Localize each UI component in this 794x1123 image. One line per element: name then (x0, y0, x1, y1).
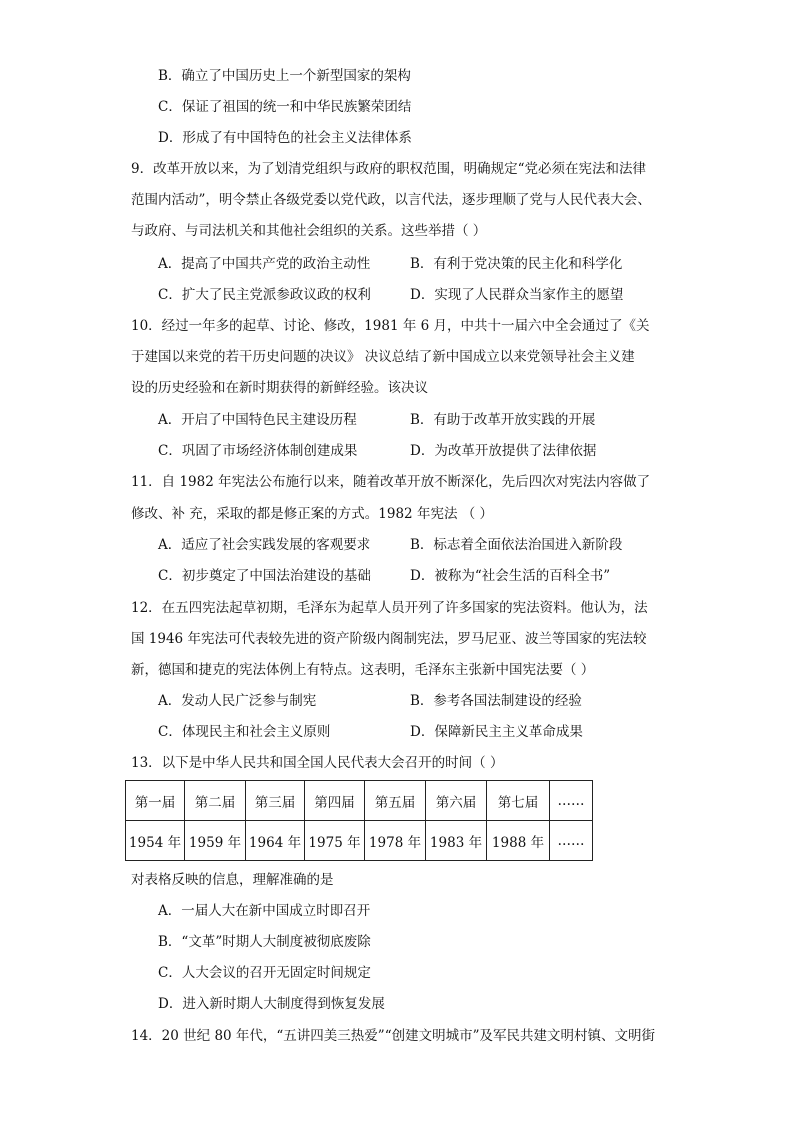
q12-option-a: A．发动人民广泛参与制宪 (158, 693, 317, 709)
q13-stem: 13．以下是中华人民共和国全国人民代表大会召开的时间（ ） (131, 755, 504, 771)
q13-option-c: C．人大会议的召开无固定时间规定 (158, 965, 371, 981)
q8-option-b: B．确立了中国历史上一个新型国家的架构 (158, 68, 411, 84)
q13-option-d: D．进入新时期人大制度得到恢复发展 (158, 996, 385, 1012)
table-cell: 1959 年 (185, 821, 246, 861)
q9-option-d: D．实现了人民群众当家作主的愿望 (410, 287, 624, 303)
q9-option-a: A．提高了中国共产党的政治主动性 (158, 256, 371, 272)
q11-option-a: A．适应了社会实践发展的客观要求 (158, 537, 371, 553)
table-cell: 第五届 (365, 781, 426, 821)
table-cell: 1964 年 (246, 821, 305, 861)
q11-option-c: C．初步奠定了中国法治建设的基础 (158, 568, 371, 584)
table-cell: 第七届 (487, 781, 550, 821)
table-cell: 1983 年 (426, 821, 487, 861)
table-cell: 第三届 (246, 781, 305, 821)
table-cell: …… (550, 781, 593, 821)
q8-option-d: D．形成了有中国特色的社会主义法律体系 (158, 130, 412, 146)
q12-option-b: B．参考各国法制建设的经验 (410, 693, 582, 709)
q10-stem-line-3: 设的历史经验和在新时期获得的新鲜经验。该决议 (131, 380, 428, 396)
q10-option-a: A．开启了中国特色民主建设历程 (158, 412, 357, 428)
table-cell: 1975 年 (305, 821, 365, 861)
q11-stem-line-2: 修改、补 充，采取的都是修正案的方式。1982 年宪法 （ ） (131, 506, 494, 522)
q10-option-c: C．巩固了市场经济体制创建成果 (158, 443, 358, 459)
q10-stem-line-2: 于建国以来党的若干历史问题的决议》 决议总结了新中国成立以来党领导社会主义建 (131, 349, 635, 365)
table-cell: 第六届 (426, 781, 487, 821)
q10-stem-line-1: 10．经过一年多的起草、讨论、修改，1981 年 6 月，中共十一届六中全会通过了《关 (131, 318, 650, 334)
q9-stem-line-2: 范围内活动”，明令禁止各级党委以党代政，以言代法，逐步理顺了党与人民代表大会、 (131, 192, 651, 208)
q10-option-b: B．有助于改革开放实践的开展 (410, 412, 596, 428)
q12-stem-line-1: 12．在五四宪法起草初期，毛泽东为起草人员开列了许多国家的宪法资料。他认为，法 (131, 600, 648, 616)
q12-stem-line-3: 新，德国和捷克的宪法体例上有特点。这表明，毛泽东主张新中国宪法要（ ） (131, 662, 595, 678)
table-cell: …… (550, 821, 593, 861)
table-row-sessions (126, 781, 593, 821)
q13-option-a: A．一届人大在新中国成立时即召开 (158, 903, 371, 919)
q12-stem-line-2: 国 1946 年宪法可代表较先进的资产阶级内阁制宪法，罗马尼亚、波兰等国家的宪法较 (131, 631, 647, 647)
q12-option-d: D．保障新民主主义革命成果 (410, 724, 583, 740)
q14-stem-line-1: 14．20 世纪 80 年代，“五讲四美三热爱”“创建文明城市”及军民共建文明村镇、文明街 (131, 1028, 656, 1044)
table-cell: 1954 年 (126, 821, 185, 861)
q11-stem-line-1: 11．自 1982 年宪法公布施行以来，随着改革开放不断深化，先后四次对宪法内容做了 (131, 474, 651, 490)
q13-option-b: B．“文革”时期人大制度被彻底废除 (158, 934, 371, 950)
table-cell: 第二届 (185, 781, 246, 821)
table-cell: 1988 年 (487, 821, 550, 861)
q11-option-b: B．标志着全面依法治国进入新阶段 (410, 537, 623, 553)
q9-stem-line-1: 9．改革开放以来，为了划清党组织与政府的职权范围，明确规定“党必须在宪法和法律 (131, 161, 646, 177)
table-cell: 第四届 (305, 781, 365, 821)
q9-option-b: B．有利于党决策的民主化和科学化 (410, 256, 623, 272)
table-cell: 1978 年 (365, 821, 426, 861)
q9-option-c: C．扩大了民主党派参政议政的权利 (158, 287, 371, 303)
q9-stem-line-3: 与政府、与司法机关和其他社会组织的关系。这些举措（ ） (131, 223, 487, 239)
table-cell: 第一届 (126, 781, 185, 821)
q8-option-c: C．保证了祖国的统一和中华民族繁荣团结 (158, 99, 412, 115)
q10-option-d: D．为改革开放提供了法律依据 (410, 443, 597, 459)
q12-option-c: C．体现民主和社会主义原则 (158, 724, 331, 740)
q11-option-d: D．被称为“社会生活的百科全书” (410, 568, 611, 584)
table-row-years (126, 821, 593, 861)
npc-sessions-table (125, 780, 593, 861)
q13-prompt: 对表格反映的信息，理解准确的是 (131, 872, 334, 888)
